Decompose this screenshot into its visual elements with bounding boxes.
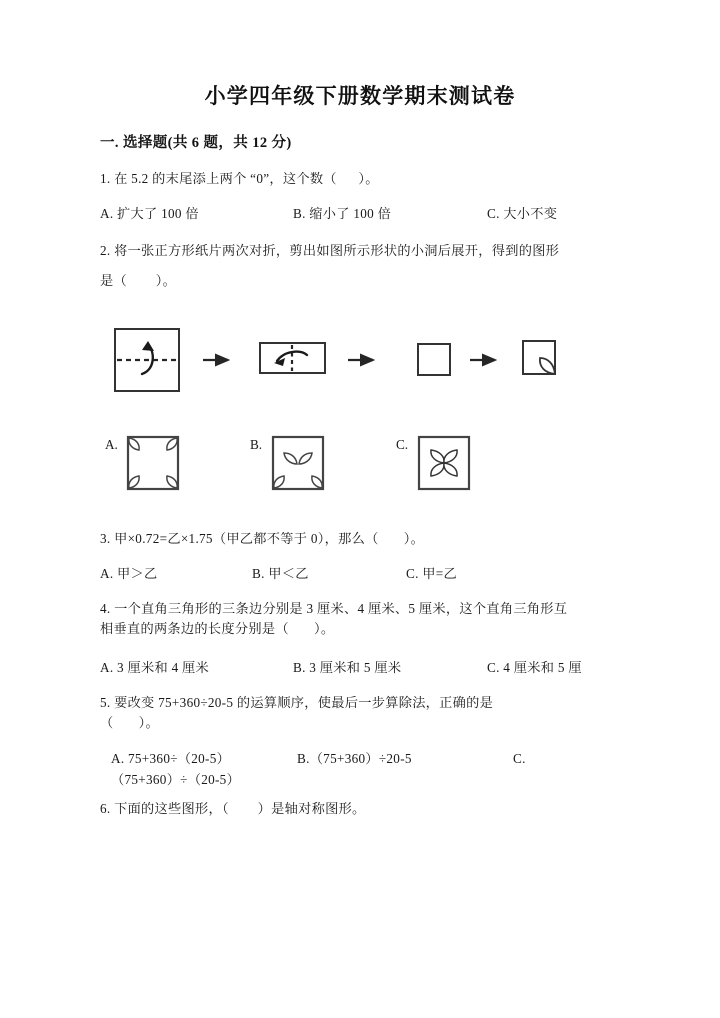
- question-3-option-c[interactable]: C. 甲=乙: [406, 566, 458, 581]
- question-2-option-b-label[interactable]: B.: [250, 437, 263, 452]
- figure-option-c-square-center-four-petal-flower[interactable]: [419, 437, 469, 489]
- figure-step-small-square: [418, 344, 450, 375]
- page-title: 小学四年级下册数学期末测试卷: [204, 84, 516, 108]
- question-5-text-line1: 5. 要改变 75+360÷20-5 的运算顺序，使最后一步算除法，正确的是: [100, 695, 494, 710]
- question-4-text-line1: 4. 一个直角三角形的三条边分别是 3 厘米、4 厘米、5 厘米，这个直角三角形互: [100, 601, 568, 616]
- figure-step-square-corner-cut: [523, 341, 555, 374]
- question-1-text: 1. 在 5.2 的末尾添上两个 “0”，这个数（ ）。: [100, 171, 379, 186]
- question-5-text-line2: （ ）。: [100, 715, 160, 730]
- question-1-option-c[interactable]: C. 大小不变: [487, 206, 558, 221]
- question-1-option-a[interactable]: A. 扩大了 100 倍: [100, 206, 199, 221]
- question-3-option-a[interactable]: A. 甲＞乙: [100, 566, 158, 581]
- question-4-option-a[interactable]: A. 3 厘米和 4 厘米: [100, 660, 210, 675]
- question-2-text-line2: 是（ ）。: [100, 273, 177, 288]
- figure-step-rectangle-vertical-fold: [260, 343, 325, 373]
- figure-option-b-square-two-center-two-corner-leaves[interactable]: [273, 437, 323, 489]
- question-5-option-b[interactable]: B.（75+360）÷20-5: [297, 751, 412, 766]
- question-5-option-c-continued[interactable]: （75+360）÷（20-5）: [111, 772, 241, 787]
- question-6-text: 6. 下面的这些图形，（ ）是轴对称图形。: [100, 801, 366, 816]
- question-2-option-c-label[interactable]: C.: [396, 437, 409, 452]
- question-3-text: 3. 甲×0.72=乙×1.75（甲乙都不等于 0），那么（ ）。: [100, 531, 425, 546]
- question-4-option-b[interactable]: B. 3 厘米和 5 厘米: [293, 660, 402, 675]
- question-2-option-a-label[interactable]: A.: [105, 437, 118, 452]
- question-4-text-line2: 相垂直的两条边的长度分别是（ ）。: [100, 621, 335, 636]
- question-2-text-line1: 2. 将一张正方形纸片两次对折，剪出如图所示形状的小洞后展开，得到的图形: [100, 243, 560, 258]
- section-heading-choice: 一. 选择题(共 6 题，共 12 分): [100, 135, 292, 151]
- question-1-option-b[interactable]: B. 缩小了 100 倍: [293, 206, 392, 221]
- question-5-option-a[interactable]: A. 75+360÷（20-5）: [111, 751, 231, 766]
- figure-step-square-horizontal-fold: [115, 329, 179, 391]
- question-3-option-b[interactable]: B. 甲＜乙: [252, 566, 309, 581]
- question-5-option-c[interactable]: C.: [513, 751, 526, 766]
- figure-option-a-square-four-corner-leaves[interactable]: [128, 437, 178, 489]
- question-4-option-c[interactable]: C. 4 厘米和 5 厘: [487, 660, 582, 675]
